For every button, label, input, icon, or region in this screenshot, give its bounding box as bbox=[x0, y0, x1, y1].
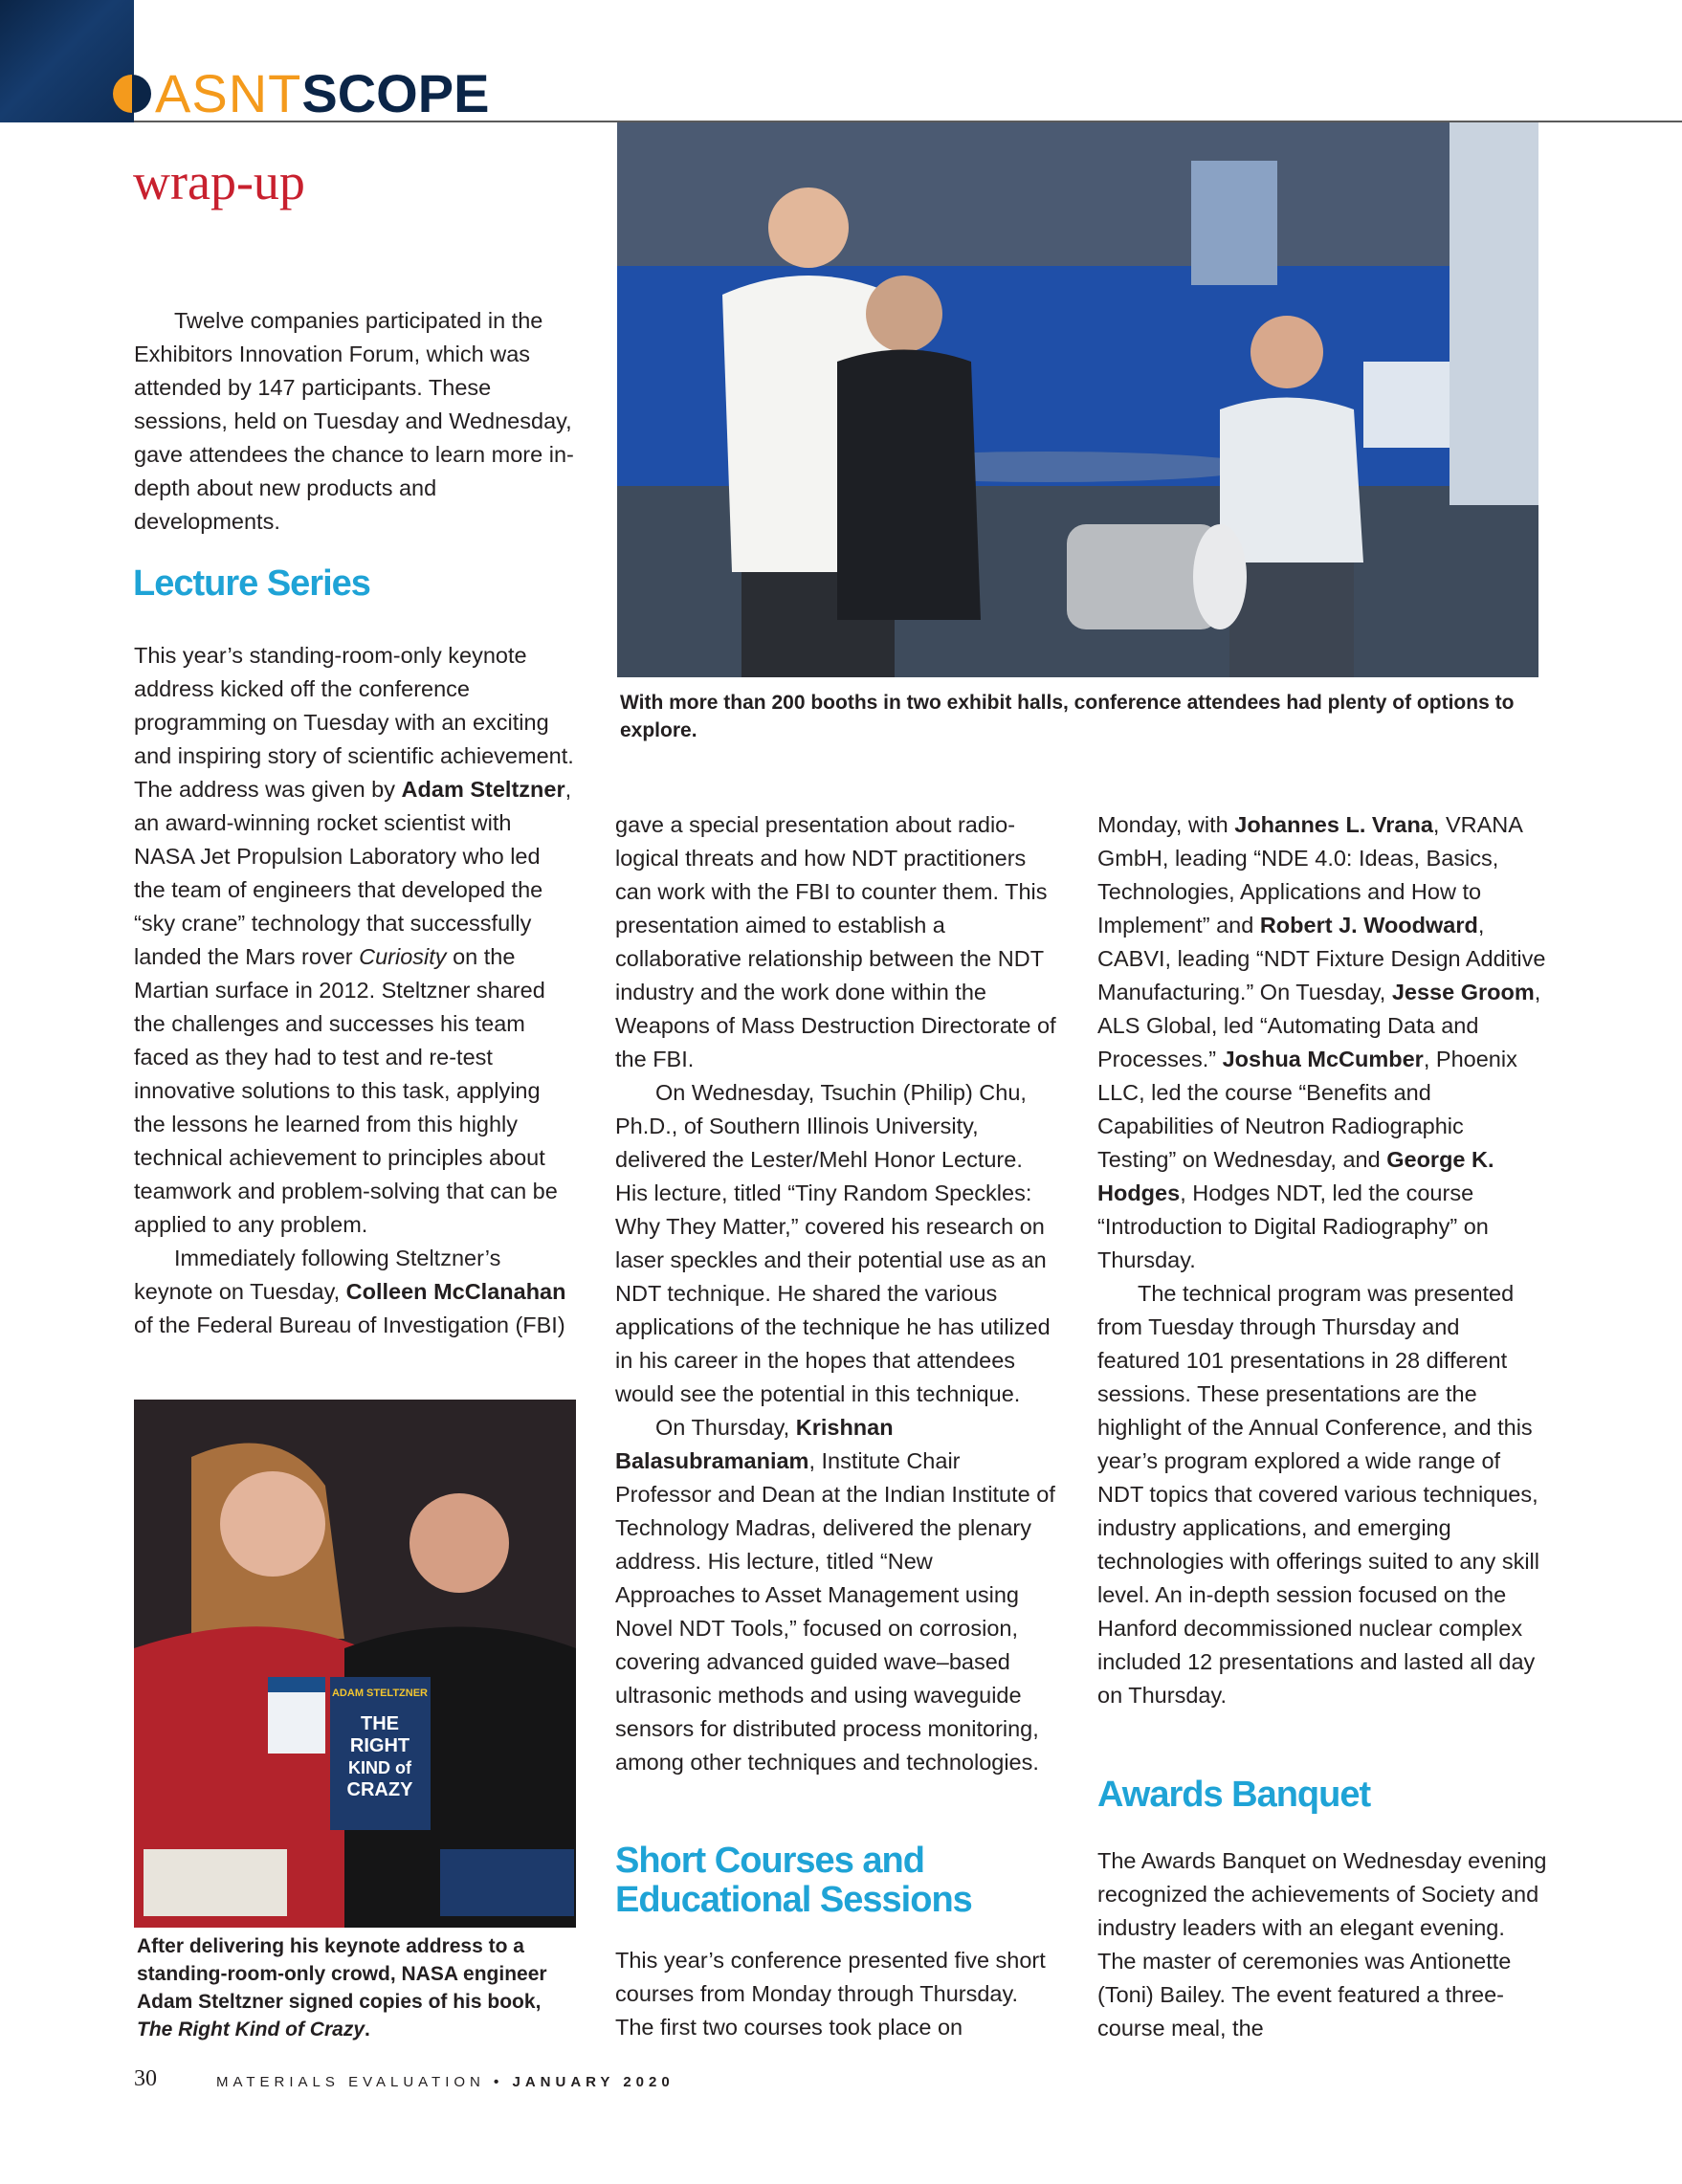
name-adam-steltzner: Adam Steltzner bbox=[401, 777, 565, 802]
book-author-text: ADAM STELTZNER bbox=[331, 1688, 429, 1699]
intro-paragraph: Twelve companies participated in the Exhibitors Innovation Forum, which was attended by 147 participants. These sessions, held on Tuesday and Wednesday, gave attendees the chance to learn more in-depth about new products and developments. bbox=[134, 308, 574, 534]
name-joshua-mccumber: Joshua McCumber bbox=[1222, 1047, 1424, 1071]
asnt-scope-logo bbox=[113, 65, 489, 122]
book-title-caption: The Right Kind of Crazy bbox=[137, 2019, 365, 2041]
name-robert-woodward: Robert J. Woodward bbox=[1259, 913, 1478, 938]
footer-publication bbox=[216, 2074, 675, 2090]
magazine-name: MATERIALS EVALUATION bbox=[216, 2074, 485, 2090]
short-courses-paragraph-2: Monday, with Johannes L. Vrana, VRANA GmbH, leading “NDE 4.0: Ideas, Basics, Technologies, Applications and How to Implement” and Robert J. Woodward, CABVI, leading “NDT Fixture Design Additive Manufacturing.” On Tuesday, Jesse Groom, ALS Global, led “Automating Data and Processes.” Joshua McCumber, Phoenix LLC, led the course “Benefits and Capabilities of Neutron Radiographic Testing” on Wednesday, and George K. Hodges, Hodges NDT, led the course “Introduction to Digital Radiography” on Thursday. bbox=[1097, 812, 1546, 1272]
photo2-caption: After delivering his keynote address to a standing-room-only crowd, NASA engineer Adam Steltzner signed copies of his book, The Right Kind of Crazy. bbox=[137, 1935, 547, 2041]
rover-name: Curiosity bbox=[359, 944, 447, 969]
footer-bullet: • bbox=[494, 2074, 504, 2090]
name-jesse-groom: Jesse Groom bbox=[1391, 980, 1535, 1004]
lecture-column-1 bbox=[134, 639, 576, 1342]
awards-banquet-heading: Awards Banquet bbox=[1097, 1775, 1371, 1815]
logo-asnt-text: ASNT bbox=[155, 63, 302, 123]
lecture-paragraph-5: On Thursday, Krishnan Balasubramaniam, Institute Chair Professor and Dean at the Indian Institute of Technology Madras, delivered the plenary address. His lecture, titled “New Approaches to Asset Management using Novel NDT Tools,” focused on corrosion, covering advanced guided wave–based ultrasonic methods and using waveguide sensors for distributed process monitoring, among other techniques and technologies. bbox=[615, 1415, 1055, 1775]
technical-program-paragraph: The technical program was presented from Tuesday through Thursday and featured 101 presentations in 28 different sessions. These presentations are the highlight of the Annual Conference, and this year’s program explored a wide range of NDT topics that covered various techniques, industry applications, and emerging technologies with offerings suited to any skill level. An in-depth session focused on the Hanford decommissioned nuclear complex included 12 presentations and lasted all day on Thursday. bbox=[1097, 1281, 1539, 1708]
asnt-logo-icon bbox=[113, 75, 151, 113]
lecture-paragraph-2: Immediately following Steltzner’s keynote on Tuesday, Colleen McClanahan of the Federal Bureau of Investigation (FBI) bbox=[134, 1246, 566, 1337]
name-george-hodges: George K. Hodges bbox=[1097, 1147, 1494, 1205]
logo-scope-text: SCOPE bbox=[301, 63, 490, 123]
section-title: wrap-up bbox=[133, 153, 305, 210]
photo1-caption: With more than 200 booths in two exhibit halls, conference attendees had plenty of options to explore. bbox=[620, 692, 1515, 741]
book-signing-illustration bbox=[134, 1400, 576, 1928]
name-johannes-vrana: Johannes L. Vrana bbox=[1234, 812, 1433, 837]
lecture-paragraph-3: gave a special presentation about radiological threats and how NDT practitioners can work with the FBI to counter them. This presentation aimed to establish a collaborative relationship between the NDT industry and the work done within the Weapons of Mass Destruction Directorate of the FBI. bbox=[615, 812, 1056, 1071]
page-number: 30 bbox=[134, 2066, 157, 2091]
lecture-series-heading: Lecture Series bbox=[133, 563, 370, 604]
exhibit-hall-photo bbox=[617, 122, 1538, 677]
short-courses-column bbox=[615, 1944, 1057, 2044]
book-signing-photo bbox=[134, 1400, 576, 1928]
issue-date: JANUARY 2020 bbox=[512, 2074, 675, 2090]
awards-column bbox=[1097, 1844, 1547, 2045]
lecture-column-2 bbox=[615, 808, 1057, 1779]
short-courses-paragraph-1: This year’s conference presented five short courses from Monday through Thursday. The first two courses took place on bbox=[615, 1948, 1046, 2040]
short-courses-heading: Short Courses and Educational Sessions bbox=[615, 1841, 972, 1920]
book-title-line4: CRAZY bbox=[346, 1779, 413, 1800]
book-title-line2: RIGHT bbox=[349, 1735, 410, 1756]
lecture-paragraph-4: On Wednesday, Tsuchin (Philip) Chu, Ph.D., of Southern Illinois University, delivered the Lester/Mehl Honor Lecture. His lecture, titled “Tiny Random Speckles: Why They Matter,” covered his research on laser speckles and their potential use as an NDT technique. He shared the various applications of the technique he has utilized in his career in the hopes that attendees would see the potential in this technique. bbox=[615, 1080, 1051, 1406]
book-title-line3: KIND of bbox=[348, 1758, 411, 1777]
name-colleen-mcclanahan: Colleen McClanahan bbox=[345, 1279, 566, 1304]
awards-paragraph: The Awards Banquet on Wednesday evening recognized the achievements of Society and industry leaders with an elegant evening. The master of ceremonies was Antionette (Toni) Bailey. The event featured a three-course meal, the bbox=[1097, 1848, 1547, 2041]
short-courses-column-3 bbox=[1097, 808, 1547, 1712]
lecture-paragraph-1: This year’s standing-room-only keynote address kicked off the conference programming on Tuesday with an exciting and inspiring story of scientific achievement. The address was given by Adam Steltzner, an award-winning rocket scientist with NASA Jet Propulsion Laboratory who led the team of engineers that developed the “sky crane” technology that successfully landed the Mars rover Curiosity on the Martian surface in 2012. Steltzner shared the challenges and successes his team faced as they had to test and re-test innovative solutions to this task, applying the lessons he learned from this highly technical achievement to principles about teamwork and problem-solving that can be applied to any problem. bbox=[134, 643, 574, 1237]
name-krishnan-balasubramaniam: Krishnan Balasubramaniam bbox=[615, 1415, 894, 1473]
exhibit-hall-illustration bbox=[617, 122, 1538, 677]
book-title-line1: THE bbox=[361, 1713, 399, 1734]
intro-column bbox=[134, 304, 576, 539]
